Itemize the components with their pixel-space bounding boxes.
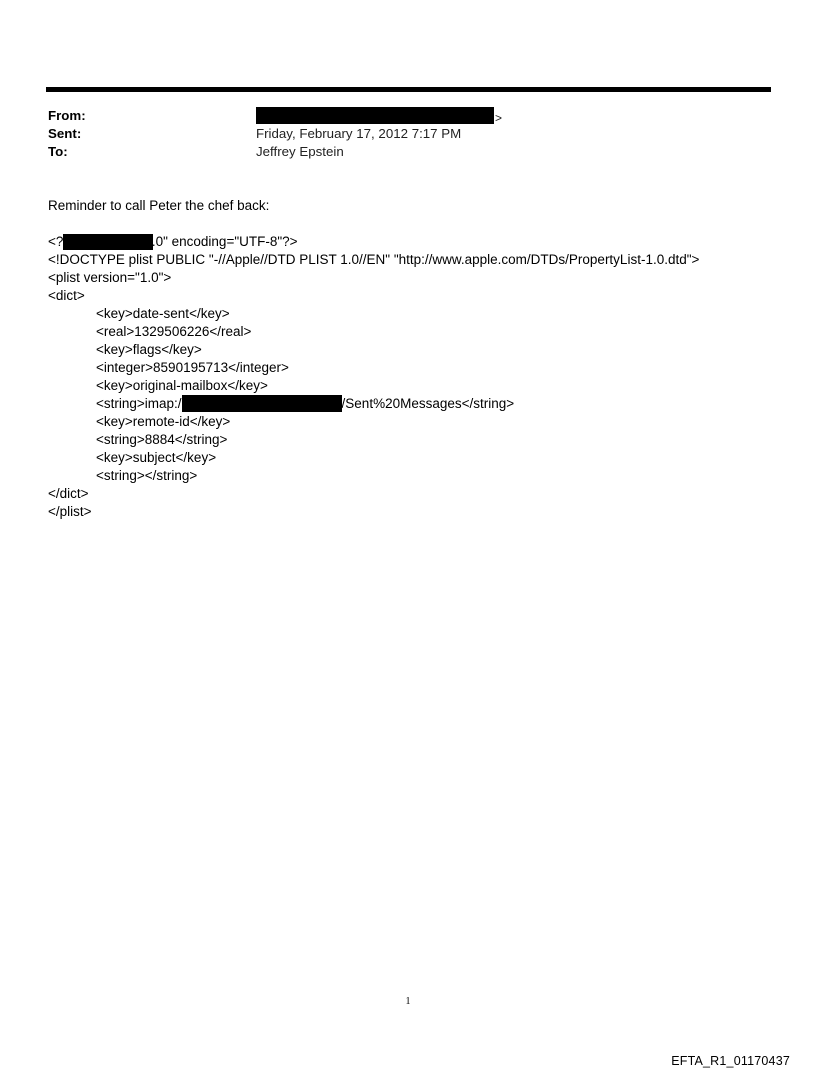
email-body [48, 197, 788, 521]
real-value: <real>1329506226</real> [96, 324, 252, 339]
string-imap-line [48, 395, 788, 413]
plist-close: </plist> [48, 504, 92, 519]
to-row [48, 143, 768, 161]
integer-value: <integer>8590195713</integer> [96, 360, 289, 375]
dict-close: </dict> [48, 486, 89, 501]
intro-line: Reminder to call Peter the chef back: [48, 198, 270, 213]
dict-open: <dict> [48, 288, 85, 303]
from-label: From: [48, 108, 86, 123]
xml-declaration: <?xml version="1.0" encoding="UTF-8"?> [48, 234, 298, 249]
key-original-mailbox: <key>original-mailbox</key> [96, 378, 268, 393]
string-remote-id: <string>8884</string> [96, 432, 228, 447]
document-id: EFTA_R1_01170437 [671, 1054, 790, 1068]
email-header [48, 107, 768, 161]
sent-value: Friday, February 17, 2012 7:17 PM [256, 126, 462, 141]
redaction-block [182, 395, 342, 412]
redaction-block [256, 107, 494, 124]
key-date-sent: <key>date-sent</key> [96, 306, 230, 321]
from-value [256, 107, 494, 125]
key-remote-id: <key>remote-id</key> [96, 414, 231, 429]
string-imap-suffix: /Sent%20Messages</string> [341, 396, 515, 411]
to-value: Jeffrey Epstein [256, 144, 344, 159]
redacted-line [48, 215, 788, 233]
from-row [48, 107, 768, 125]
sent-label: Sent: [48, 126, 82, 141]
string-subject: <string></string> [96, 468, 198, 483]
sent-row [48, 125, 768, 143]
key-subject: <key>subject</key> [96, 450, 217, 465]
key-flags: <key>flags</key> [96, 342, 202, 357]
page-number: 1 [405, 996, 411, 1007]
doctype-line: <!DOCTYPE plist PUBLIC "-//Apple//DTD PLIST 1.0//EN" "http://www.apple.com/DTDs/PropertyList-1.0.dtd"> [48, 252, 700, 267]
string-imap-prefix: <string>imap:/ [96, 396, 182, 411]
plist-open: <plist version="1.0"> [48, 270, 172, 285]
header-rule [46, 87, 771, 92]
to-label: To: [48, 144, 68, 159]
from-suffix: > [495, 111, 503, 125]
